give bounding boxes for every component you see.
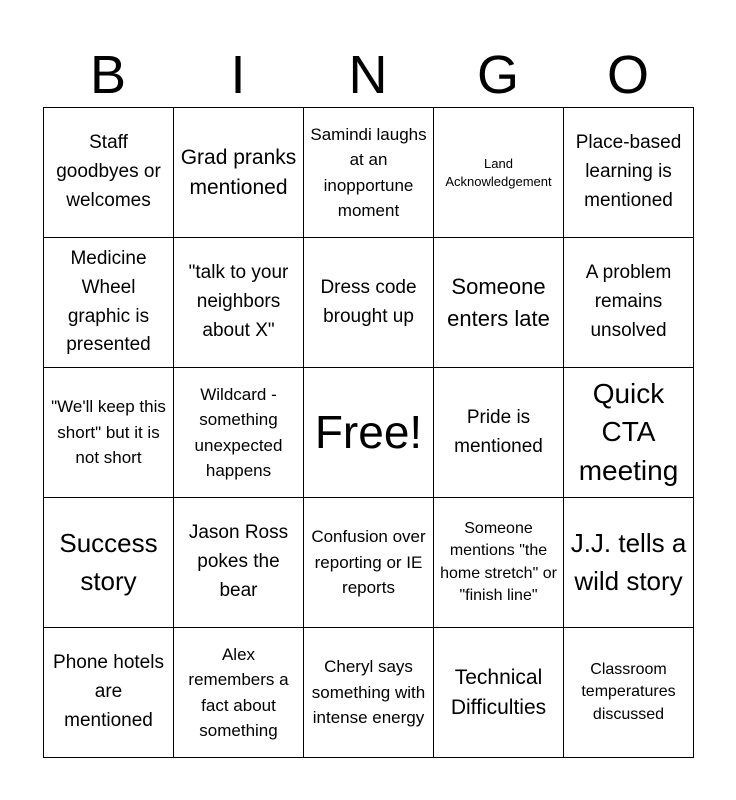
board-row <box>44 498 694 628</box>
bingo-cell[interactable] <box>434 368 564 498</box>
bingo-cell[interactable] <box>174 238 304 368</box>
cell-text: Classroom temperatures discussed <box>581 660 676 723</box>
cell-text: Grad pranks mentioned <box>180 146 297 199</box>
bingo-cell[interactable] <box>304 628 434 758</box>
cell-text: Jason Ross pokes the bear <box>188 522 289 601</box>
cell-text: Confusion over reporting or IE reports <box>311 527 426 598</box>
bingo-board <box>43 107 694 758</box>
bingo-cell[interactable] <box>564 628 694 758</box>
cell-text: Dress code brought up <box>320 276 417 327</box>
bingo-cell[interactable] <box>174 498 304 628</box>
board-row <box>44 368 694 498</box>
cell-text: Quick CTA meeting <box>578 377 679 486</box>
bingo-cell[interactable] <box>44 498 174 628</box>
bingo-cell[interactable] <box>304 368 434 498</box>
bingo-cell[interactable] <box>304 238 434 368</box>
board-row <box>44 238 694 368</box>
bingo-cell[interactable] <box>174 108 304 238</box>
bingo-cell[interactable] <box>564 108 694 238</box>
board-row <box>44 108 694 238</box>
bingo-cell[interactable] <box>304 498 434 628</box>
cell-text: Cheryl says something with intense energy <box>311 657 426 728</box>
header-letter-g: G <box>476 45 519 105</box>
bingo-cell[interactable] <box>434 628 564 758</box>
cell-text: Place-based learning is mentioned <box>575 132 682 211</box>
cell-text: J.J. tells a wild story <box>570 528 687 596</box>
cell-text: Success story <box>59 528 158 596</box>
bingo-cell[interactable] <box>564 368 694 498</box>
cell-text: "talk to your neighbors about X" <box>188 262 289 341</box>
cell-text: A problem remains unsolved <box>585 262 672 341</box>
bingo-cell[interactable] <box>44 628 174 758</box>
cell-text: Pride is mentioned <box>454 406 543 457</box>
cell-text: Staff goodbyes or welcomes <box>56 132 161 211</box>
board-row <box>44 628 694 758</box>
bingo-cell[interactable] <box>304 108 434 238</box>
header-letter-o: O <box>606 45 649 105</box>
header-letter-i: I <box>230 45 246 105</box>
header-letter-b: B <box>89 45 127 105</box>
cell-text: Medicine Wheel graphic is presented <box>66 247 151 356</box>
bingo-cell[interactable] <box>174 628 304 758</box>
bingo-cell[interactable] <box>174 368 304 498</box>
cell-text: Samindi laughs at an inopportune moment <box>310 124 427 220</box>
bingo-header <box>43 42 693 108</box>
cell-text: Someone mentions "the home stretch" or "finish line" <box>440 519 557 604</box>
cell-text: Alex remembers a fact about something <box>188 644 289 740</box>
cell-text: "We'll keep this short" but it is not short <box>51 397 166 468</box>
cell-text: Phone hotels are mentioned <box>53 652 164 731</box>
bingo-cell[interactable] <box>434 108 564 238</box>
cell-text: Someone enters late <box>447 273 550 331</box>
bingo-cell[interactable] <box>434 238 564 368</box>
bingo-cell[interactable] <box>44 238 174 368</box>
bingo-cell[interactable] <box>44 368 174 498</box>
cell-text: Technical Difficulties <box>450 666 547 719</box>
header-letter-n: N <box>348 45 388 105</box>
bingo-cell[interactable] <box>44 108 174 238</box>
cell-text: Land Acknowledgement <box>445 155 552 189</box>
bingo-cell[interactable] <box>564 498 694 628</box>
cell-text: Free! <box>314 405 423 458</box>
bingo-cell[interactable] <box>434 498 564 628</box>
bingo-cell[interactable] <box>564 238 694 368</box>
cell-text: Wildcard - something unexpected happens <box>194 384 283 480</box>
